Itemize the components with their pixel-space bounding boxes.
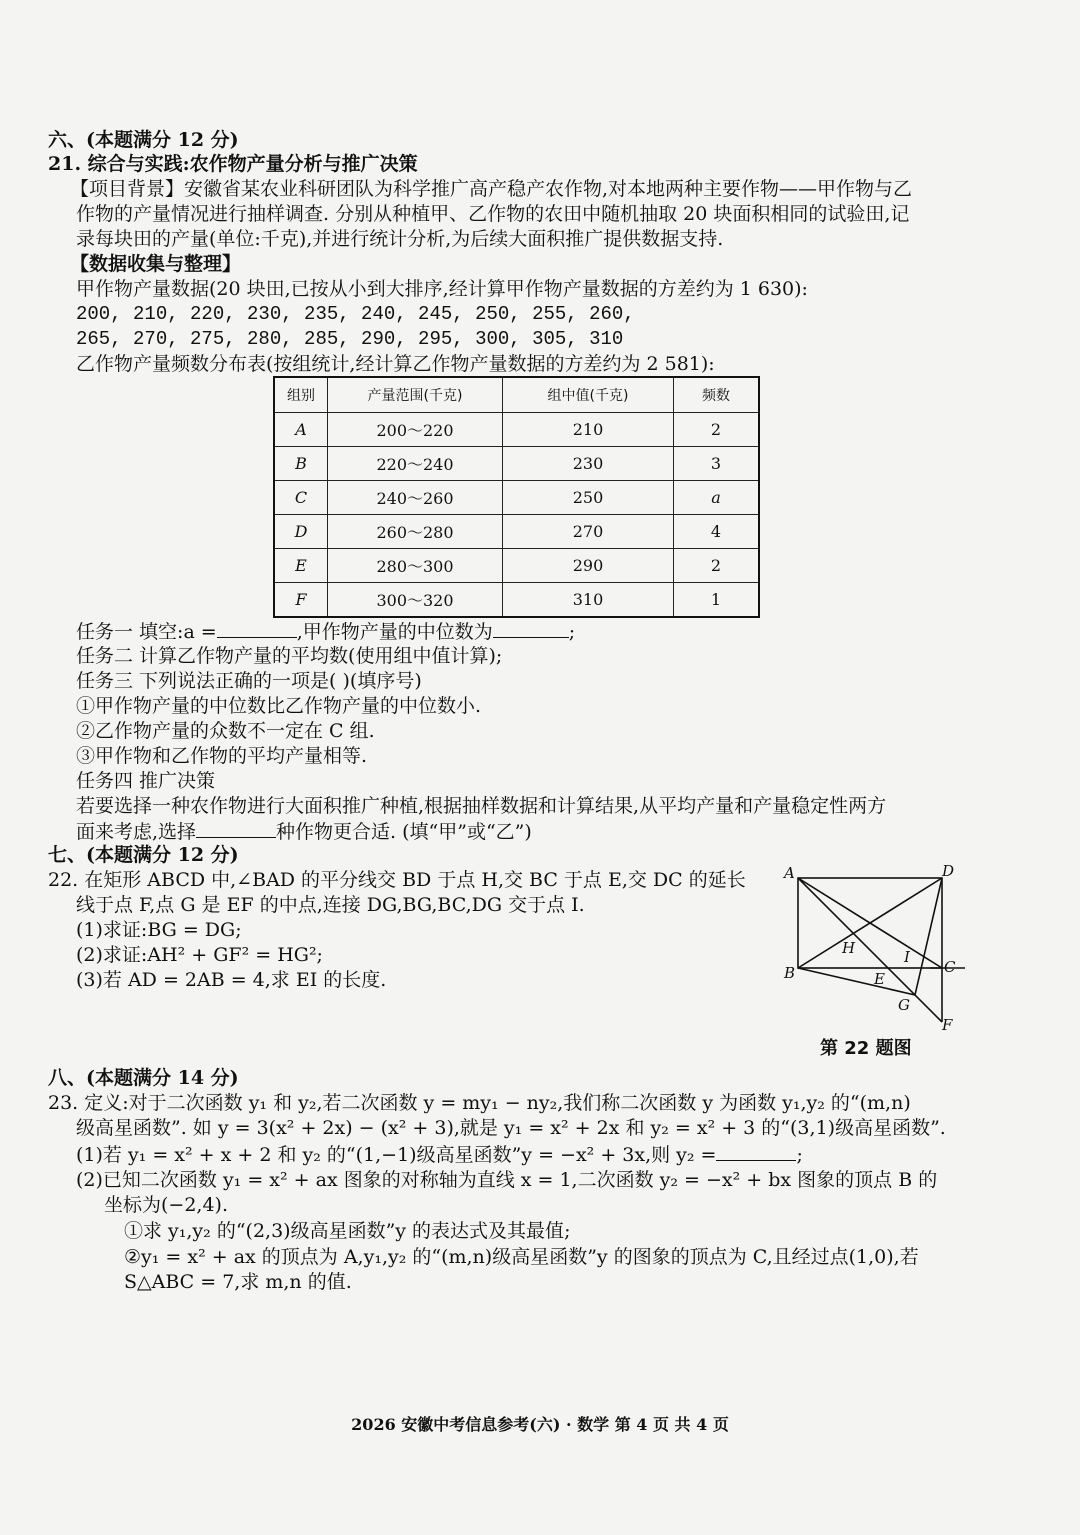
task-1-end: ; bbox=[568, 621, 576, 643]
cell-group: B bbox=[295, 454, 307, 473]
question-23-part-2-line-2: 坐标为(−2,4). bbox=[104, 1194, 229, 1216]
table-row bbox=[274, 583, 759, 618]
cell-freq: 1 bbox=[674, 583, 760, 618]
question-23-sub-1: ①求 y₁,y₂ 的“(2,3)级高星函数”y 的表达式及其最值; bbox=[124, 1220, 571, 1242]
segment-bg bbox=[798, 968, 915, 995]
answer-blank-crop[interactable] bbox=[196, 819, 276, 838]
q21-jia-data-row-2: 265, 270, 275, 280, 285, 290, 295, 300, 305, 310 bbox=[76, 328, 624, 350]
section-7-header: 七、(本题满分 12 分) bbox=[48, 844, 239, 866]
figure-22-caption: 第 22 题图 bbox=[820, 1038, 912, 1059]
label-h: H bbox=[842, 939, 856, 957]
cell-freq: a bbox=[711, 488, 721, 507]
cell-mid: 210 bbox=[503, 413, 674, 447]
cell-group: D bbox=[294, 522, 308, 541]
cell-mid: 270 bbox=[503, 515, 674, 549]
q21-background-line-1: 【项目背景】安徽省某农业科研团队为科学推广高产稳产农作物,对本地两种主要作物——甲作物与乙 bbox=[70, 178, 913, 200]
question-23-sub-2-line-1: ②y₁ = x² + ax 的顶点为 A,y₁,y₂ 的“(m,n)级高星函数”y 的图象的顶点为 C,且经过点(1,0),若 bbox=[124, 1246, 919, 1268]
task-1 bbox=[76, 619, 575, 644]
table-row bbox=[274, 481, 759, 515]
q23-part-1-end: ; bbox=[796, 1144, 803, 1166]
section-8-header: 八、(本题满分 14 分) bbox=[48, 1067, 239, 1089]
table-header-freq: 频数 bbox=[674, 377, 760, 413]
task-4-choose-label: 面来考虑,选择 bbox=[76, 821, 197, 843]
label-a: A bbox=[784, 864, 795, 882]
table-row bbox=[274, 413, 759, 447]
q21-jia-data-row-1: 200, 210, 220, 230, 235, 240, 245, 250, 255, 260, bbox=[76, 303, 635, 325]
table-header-range: 产量范围(千克) bbox=[328, 377, 503, 413]
cell-freq: 4 bbox=[674, 515, 760, 549]
q21-yi-intro: 乙作物产量频数分布表(按组统计,经计算乙作物产量数据的方差约为 2 581): bbox=[76, 353, 715, 375]
cell-range: 220～240 bbox=[328, 447, 503, 481]
label-c: C bbox=[944, 958, 956, 976]
cell-mid: 250 bbox=[503, 481, 674, 515]
cell-mid: 310 bbox=[503, 583, 674, 618]
section-6-header: 六、(本题满分 12 分) bbox=[48, 129, 239, 151]
task-3-option-1: ①甲作物产量的中位数比乙作物产量的中位数小. bbox=[76, 695, 482, 717]
task-4-text: 若要选择一种农作物进行大面积推广种植,根据抽样数据和计算结果,从平均产量和产量稳定性两方 bbox=[76, 795, 887, 817]
task-4-end bbox=[76, 819, 532, 844]
answer-blank-y2[interactable] bbox=[716, 1142, 796, 1161]
q23-part-1-text: (1)若 y₁ = x² + x + 2 和 y₂ 的“(1,−1)级高星函数”y = −x² + 3x,则 y₂ = bbox=[76, 1144, 717, 1166]
page-footer: 2026 安徽中考信息参考(六) · 数学 第 4 页 共 4 页 bbox=[351, 1415, 729, 1434]
cell-mid: 230 bbox=[503, 447, 674, 481]
frequency-table bbox=[273, 376, 760, 618]
table-header-row bbox=[274, 377, 759, 413]
task-1-label: 任务一 填空:a = bbox=[76, 621, 217, 643]
cell-range: 260～280 bbox=[328, 515, 503, 549]
question-22-line-1: 22. 在矩形 ABCD 中,∠BAD 的平分线交 BD 于点 H,交 BC 于点 E,交 DC 的延长 bbox=[48, 869, 746, 891]
label-i: I bbox=[904, 948, 910, 966]
table-row bbox=[274, 447, 759, 481]
cell-freq: 2 bbox=[674, 549, 760, 583]
label-e: E bbox=[874, 970, 885, 988]
question-23-line-2: 级高星函数”. 如 y = 3(x² + 2x) − (x² + 3),就是 y₁ = x² + 2x 和 y₂ = x² + 3 的“(3,1)级高星函数”. bbox=[76, 1117, 946, 1139]
cell-range: 200～220 bbox=[328, 413, 503, 447]
bisector-af bbox=[798, 878, 942, 1022]
task-4: 任务四 推广决策 bbox=[76, 770, 216, 792]
label-d: D bbox=[942, 862, 955, 880]
cell-group: A bbox=[295, 420, 307, 439]
q21-background-line-2: 作物的产量情况进行抽样调查. 分别从种植甲、乙作物的农田中随机抽取 20 块面积相同的试验田,记 bbox=[76, 203, 910, 225]
segment-dg bbox=[915, 878, 942, 995]
task-3: 任务三 下列说法正确的一项是( )(填序号) bbox=[76, 670, 422, 692]
cell-freq: 2 bbox=[674, 413, 760, 447]
task-1-median-label: ,甲作物产量的中位数为 bbox=[296, 621, 493, 643]
cell-group: E bbox=[295, 556, 307, 575]
table-row bbox=[274, 515, 759, 549]
question-23-line-1: 23. 定义:对于二次函数 y₁ 和 y₂,若二次函数 y = my₁ − ny₂,我们称二次函数 y 为函数 y₁,y₂ 的“(m,n) bbox=[48, 1092, 911, 1114]
question-23-sub-2-line-2: S△ABC = 7,求 m,n 的值. bbox=[124, 1271, 352, 1293]
cell-mid: 290 bbox=[503, 549, 674, 583]
table-header-mid: 组中值(千克) bbox=[503, 377, 674, 413]
task-3-option-2: ②乙作物产量的众数不一定在 C 组. bbox=[76, 720, 375, 742]
question-23-part-1 bbox=[76, 1142, 803, 1167]
question-22-line-2: 线于点 F,点 G 是 EF 的中点,连接 DG,BG,BC,DG 交于点 I. bbox=[76, 894, 585, 916]
answer-blank-median[interactable] bbox=[493, 619, 569, 638]
table-row bbox=[274, 549, 759, 583]
q21-background-line-3: 录每块田的产量(单位:千克),并进行统计分析,为后续大面积推广提供数据支持. bbox=[76, 228, 724, 250]
table-header-group: 组别 bbox=[274, 377, 328, 413]
cell-range: 280～300 bbox=[328, 549, 503, 583]
cell-range: 300～320 bbox=[328, 583, 503, 618]
label-b: B bbox=[784, 964, 796, 982]
question-23-part-2-line-1: (2)已知二次函数 y₁ = x² + ax 图象的对称轴为直线 x = 1,二次函数 y₂ = −x² + bx 图象的顶点 B 的 bbox=[76, 1169, 938, 1191]
cell-group: F bbox=[295, 590, 307, 609]
cell-freq: 3 bbox=[674, 447, 760, 481]
question-22-part-1: (1)求证:BG = DG; bbox=[76, 919, 242, 941]
question-21-title: 21. 综合与实践:农作物产量分析与推广决策 bbox=[48, 153, 418, 175]
geometry-figure-22 bbox=[780, 860, 970, 1035]
q21-data-heading: 【数据收集与整理】 bbox=[70, 253, 242, 275]
cell-group: C bbox=[294, 488, 308, 507]
task-3-option-3: ③甲作物和乙作物的平均产量相等. bbox=[76, 745, 368, 767]
q21-jia-intro: 甲作物产量数据(20 块田,已按从小到大排序,经计算甲作物产量数据的方差约为 1 630): bbox=[76, 278, 808, 300]
question-22-part-3: (3)若 AD = 2AB = 4,求 EI 的长度. bbox=[76, 969, 387, 991]
task-4-suffix: 种作物更合适. (填“甲”或“乙”) bbox=[276, 821, 532, 843]
task-2: 任务二 计算乙作物产量的平均数(使用组中值计算); bbox=[76, 645, 503, 667]
label-g: G bbox=[898, 996, 910, 1014]
cell-range: 240～260 bbox=[328, 481, 503, 515]
question-22-part-2: (2)求证:AH² + GF² = HG²; bbox=[76, 944, 323, 966]
label-f: F bbox=[942, 1016, 953, 1034]
answer-blank-a[interactable] bbox=[217, 619, 297, 638]
